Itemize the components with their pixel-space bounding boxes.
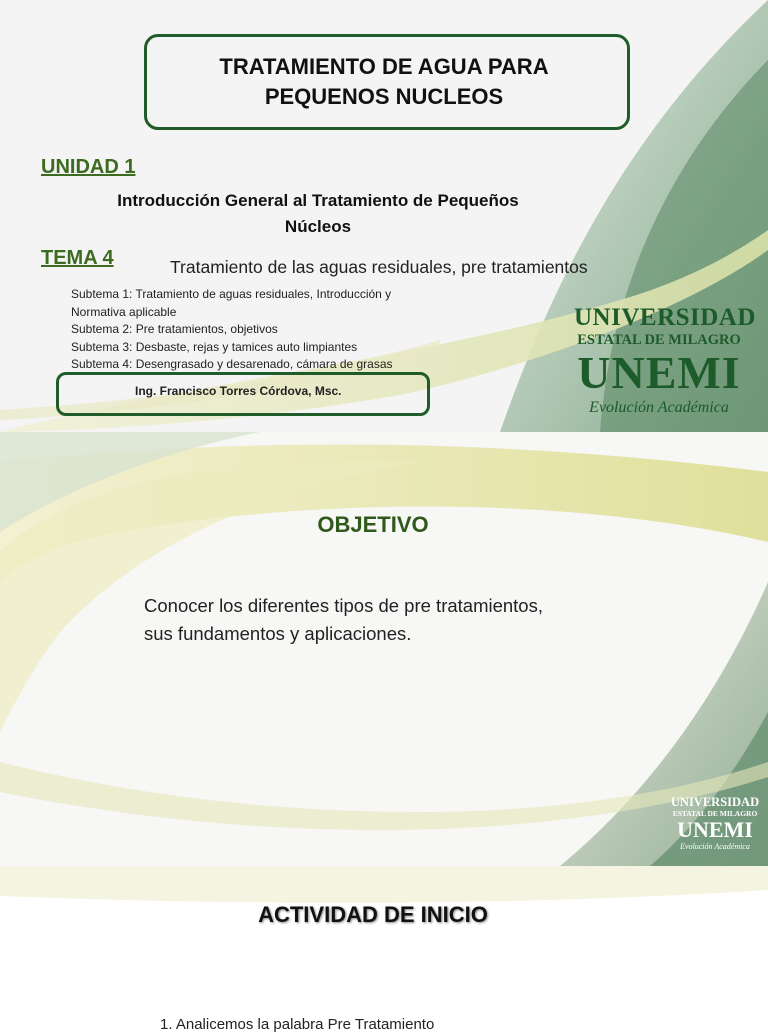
background-swooshes bbox=[0, 432, 768, 866]
subtema-line: Subtema 3: Desbaste, rejas y tamices auto limpiantes bbox=[71, 339, 358, 354]
intro-line-2: Núcleos bbox=[284, 217, 352, 236]
subtema-line: Subtema 2: Pre tratamientos, objetivos bbox=[71, 322, 278, 336]
logo-line-3: UNEMI bbox=[677, 817, 753, 842]
unemi-logo bbox=[574, 304, 756, 418]
unemi-logo-small bbox=[670, 796, 760, 852]
unidad-description bbox=[88, 188, 548, 240]
actividad-heading: ACTIVIDAD DE INICIO bbox=[258, 902, 488, 927]
slide-title bbox=[144, 52, 624, 112]
objetivo-heading: OBJETIVO bbox=[317, 512, 429, 537]
unidad-heading: UNIDAD 1 bbox=[41, 156, 136, 178]
author-name: Ing. Francisco Torres Córdova, Msc. bbox=[135, 384, 342, 398]
slide-1-title bbox=[0, 0, 768, 432]
subtema-list bbox=[71, 286, 451, 374]
tema-description: Tratamiento de las aguas residuales, pre tratamientos bbox=[170, 257, 588, 277]
logo-line-1: UNIVERSIDAD bbox=[574, 304, 756, 331]
actividad-item-1: 1. Analicemos la palabra Pre Tratamiento bbox=[160, 1016, 435, 1033]
logo-line-3: UNEMI bbox=[577, 347, 741, 398]
subtema-line: Subtema 4: Desengrasado y desarenado, cámara de grasas bbox=[71, 357, 393, 371]
objetivo-line-2: sus fundamentos y aplicaciones. bbox=[144, 623, 412, 644]
objetivo-text bbox=[144, 592, 644, 648]
logo-tagline: Evolución Académica bbox=[589, 399, 729, 416]
logo-line-1: UNIVERSIDAD bbox=[670, 795, 760, 809]
title-line-1: TRATAMIENTO DE AGUA PARA bbox=[219, 54, 549, 79]
slide-3-actividad bbox=[0, 866, 768, 1033]
subtema-line: Subtema 1: Tratamiento de aguas residuales, Introducción y bbox=[71, 287, 392, 301]
objetivo-line-1: Conocer los diferentes tipos de pre tratamientos, bbox=[144, 595, 543, 616]
intro-line-1: Introducción General al Tratamiento de Pequeños bbox=[117, 191, 519, 210]
logo-line-2: ESTATAL DE MILAGRO bbox=[672, 809, 758, 818]
background-swooshes bbox=[0, 866, 768, 1024]
tema-heading: TEMA 4 bbox=[41, 247, 114, 269]
slide-2-objetivo bbox=[0, 432, 768, 866]
logo-line-2: ESTATAL DE MILAGRO bbox=[577, 332, 741, 348]
logo-tagline: Evolución Académica bbox=[680, 842, 750, 851]
subtema-line: Normativa aplicable bbox=[71, 304, 177, 319]
title-line-2: PEQUENOS NUCLEOS bbox=[264, 84, 504, 109]
